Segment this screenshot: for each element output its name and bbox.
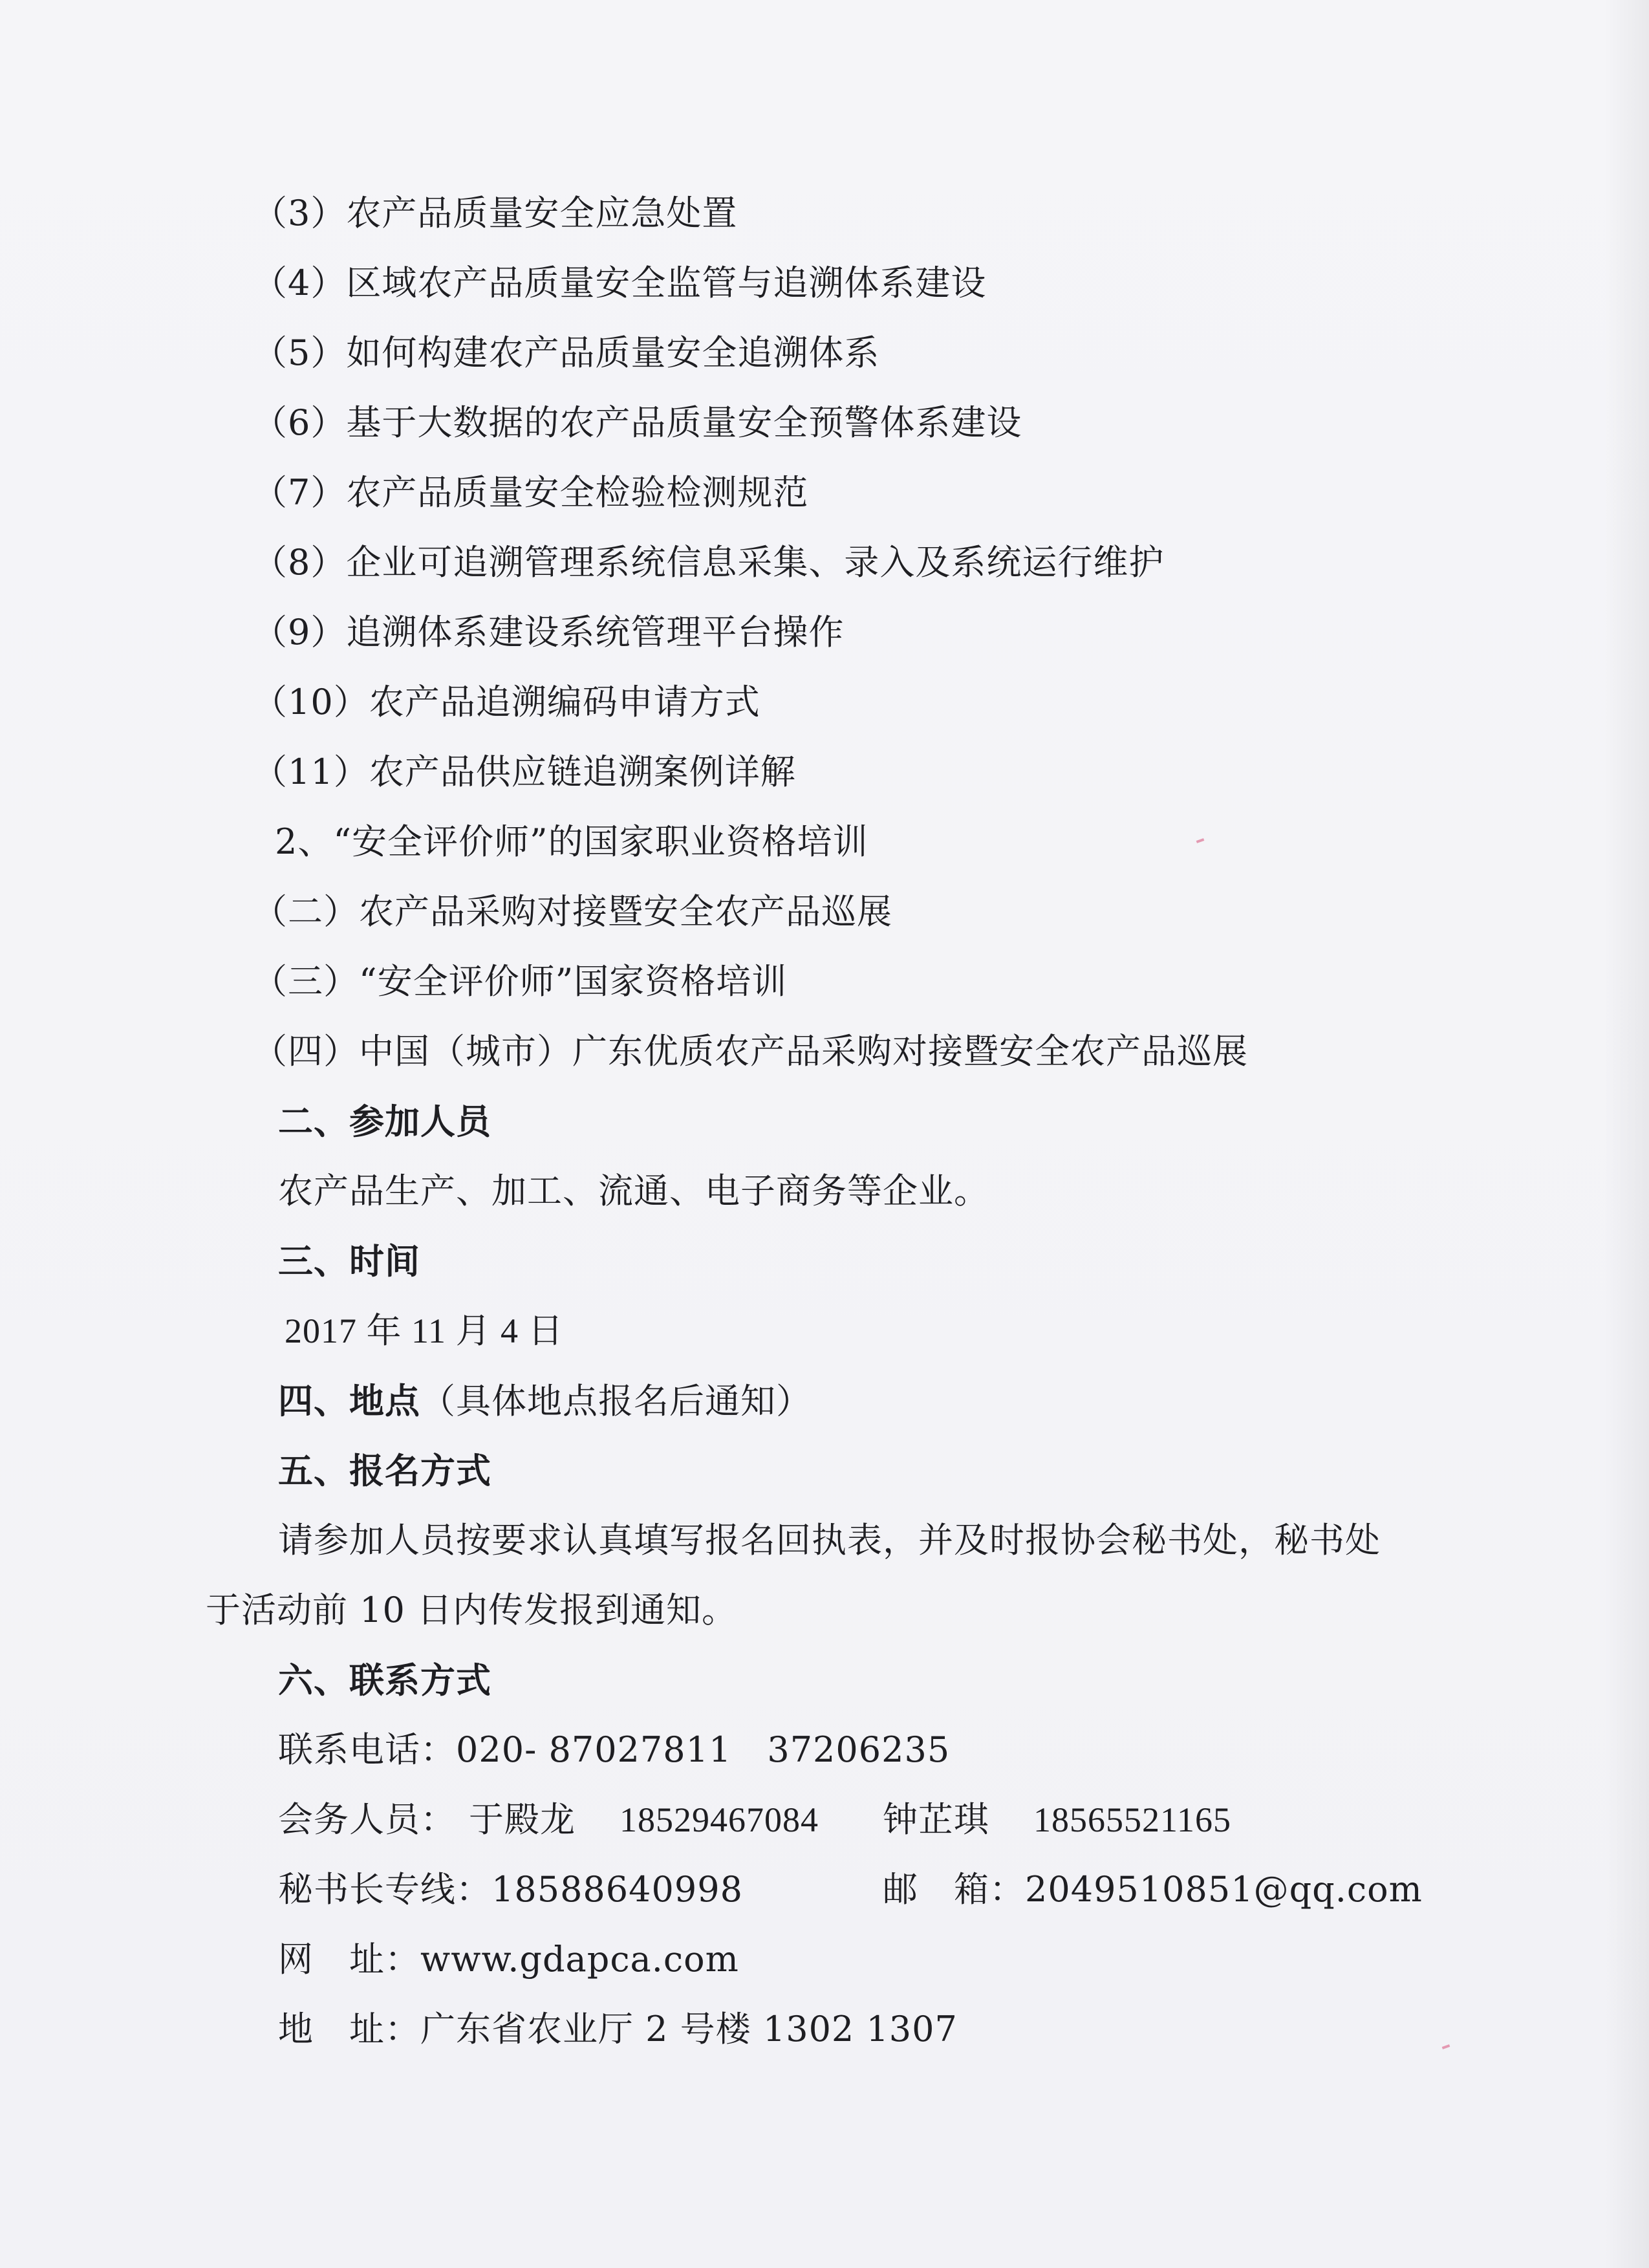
time-heading: 三、时间 xyxy=(278,1240,420,1282)
section-er: （二）农产品采购对接暨安全农产品巡展 xyxy=(252,891,892,932)
list-item: （3）农产品质量安全应急处置 xyxy=(252,193,738,233)
list-item: （4）区域农产品质量安全监管与追溯体系建设 xyxy=(252,263,987,303)
contact-website: 网 址：www.gdapca.com xyxy=(278,1939,739,1980)
contact-staff1-name: 于殿龙 xyxy=(469,1799,576,1840)
location-line xyxy=(278,1378,812,1423)
list-item: （10）农产品追溯编码申请方式 xyxy=(252,682,760,722)
page-edge-shadow xyxy=(1604,0,1649,2268)
scan-speck xyxy=(1442,2044,1450,2049)
location-note: （具体地点报名后通知） xyxy=(420,1381,812,1421)
list-item: （7）农产品质量安全检验检测规范 xyxy=(252,472,809,513)
list-item: （5）如何构建农产品质量安全追溯体系 xyxy=(252,332,880,373)
contact-staff2-phone: 18565521165 xyxy=(1033,1800,1231,1839)
contact-email: 邮 箱：2049510851@qq.com xyxy=(883,1869,1423,1910)
scan-speck xyxy=(1196,838,1205,843)
time-text: 2017 年 11 月 4 日 xyxy=(285,1312,564,1350)
registration-text-line1: 请参加人员按要求认真填写报名回执表，并及时报协会秘书处，秘书处 xyxy=(278,1520,1381,1561)
location-heading: 四、地点 xyxy=(278,1380,420,1421)
contact-heading: 六、联系方式 xyxy=(278,1659,491,1701)
participants-text: 农产品生产、加工、流通、电子商务等企业。 xyxy=(278,1171,989,1211)
contact-staff-label: 会务人员： xyxy=(278,1799,456,1840)
section-si: （四）中国（城市）广东优质农产品采购对接暨安全农产品巡展 xyxy=(252,1031,1248,1072)
list-item: （9）追溯体系建设系统管理平台操作 xyxy=(252,612,845,653)
registration-heading: 五、报名方式 xyxy=(278,1450,491,1491)
registration-text-line2: 于活动前 10 日内传发报到通知。 xyxy=(206,1590,738,1630)
contact-secretary: 秘书长专线：18588640998 xyxy=(278,1869,743,1910)
list-item-2: 2、“安全评价师”的国家职业资格培训 xyxy=(275,821,868,862)
contact-staff2-name: 钟芷琪 xyxy=(883,1799,989,1840)
section-san: （三）“安全评价师”国家资格培训 xyxy=(252,961,788,1002)
list-item: （11）农产品供应链追溯案例详解 xyxy=(252,751,796,792)
contact-staff1-phone: 18529467084 xyxy=(620,1800,819,1839)
contact-phone: 联系电话：020- 87027811 37206235 xyxy=(278,1729,951,1770)
participants-heading: 二、参加人员 xyxy=(278,1101,491,1142)
list-item: （8）企业可追溯管理系统信息采集、录入及系统运行维护 xyxy=(252,542,1165,583)
list-item: （6）基于大数据的农产品质量安全预警体系建设 xyxy=(252,402,1022,443)
contact-address: 地 址：广东省农业厅 2 号楼 1302 1307 xyxy=(278,2009,958,2049)
